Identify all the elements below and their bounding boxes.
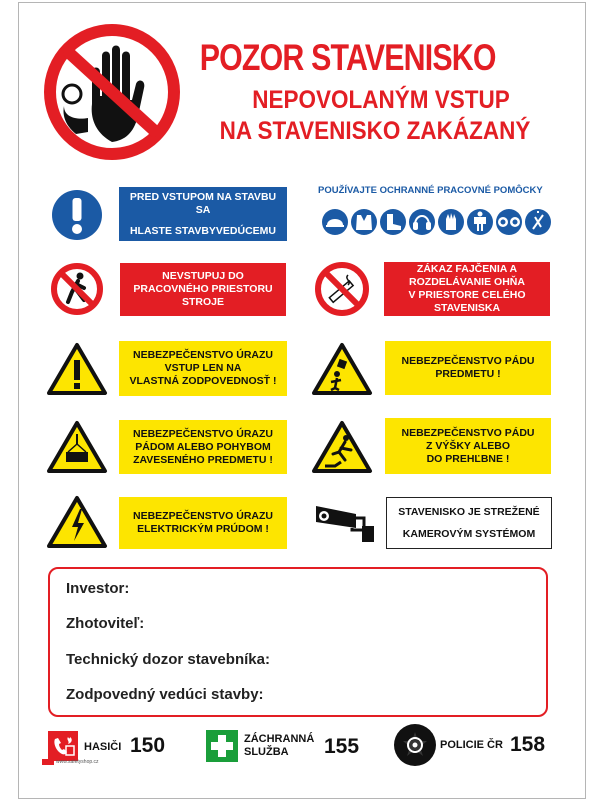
no-smoking-line4: STAVENISKA	[433, 302, 501, 314]
page-subtitle-line1: NEPOVOLANÝM VSTUP	[252, 86, 510, 114]
footer-brand: www.safetyshop.cz	[56, 759, 99, 765]
no-smoking-line1: ZÁKAZ FAJČENIA A	[416, 263, 518, 275]
no-entry-machine-sign	[120, 263, 286, 316]
no-entry-line2: PRACOVNÉHO PRIESTORU	[133, 283, 273, 295]
cctv-line2: KAMEROVÝM SYSTÉMOM	[402, 527, 536, 540]
suspended-load-icon	[46, 420, 108, 474]
security-camera-icon	[312, 500, 378, 544]
ambulance-label-line1: ZÁCHRANNÁ	[244, 733, 315, 745]
no-smoking-line3: V PRIESTORE CELÉHO	[408, 289, 526, 301]
manager-label: Zodpovedný vedúci stavby:	[66, 686, 264, 703]
suspended-load-sign	[119, 420, 287, 474]
electric-line1: NEBEZPEČENSTVO ÚRAZU	[132, 510, 273, 522]
fall-line3: DO PREHĽBNE !	[426, 452, 510, 465]
police-number: 158	[510, 733, 546, 756]
electric-line2: ELEKTRICKÝM PRÚDOM !	[137, 523, 269, 535]
vest-icon	[351, 209, 377, 235]
high-voltage-icon	[46, 495, 108, 549]
suspended-line1: NEBEZPEČENSTVO ÚRAZU	[132, 427, 273, 440]
report-line1: PRED VSTUPOM NA STAVBU SA	[129, 190, 277, 216]
ppe-title: POUŽÍVAJTE OCHRANNÉ PRACOVNÉ POMÔCKY	[318, 185, 543, 196]
stop-hand-prohibition-icon	[42, 22, 182, 162]
supervision-label: Technický dozor stavebníka:	[66, 651, 270, 668]
overalls-icon	[467, 209, 493, 235]
injury-own-risk-sign	[119, 341, 287, 396]
suspended-line3: ZAVESENÉHO PREDMETU !	[133, 453, 273, 466]
cctv-line1: STAVENISKO JE STREŽENÉ	[398, 505, 540, 518]
gloves-icon	[438, 209, 464, 235]
page-title: POZOR STAVENISKO	[199, 37, 496, 78]
project-info-box	[48, 567, 548, 717]
fire-number: 150	[130, 734, 166, 757]
falling-line2: PREDMETU !	[435, 368, 501, 380]
no-entry-line1: NEVSTUPUJ DO	[162, 270, 244, 282]
report-line2: HLASTE STAVBYVEDÚCEMU	[129, 224, 277, 237]
ambulance-number: 155	[324, 735, 360, 758]
first-aid-cross-icon	[206, 730, 238, 762]
ear-protection-icon	[409, 209, 435, 235]
fall-line2: Z VÝŠKY ALEBO	[425, 439, 510, 452]
general-warning-icon	[46, 342, 108, 396]
goggles-icon	[496, 209, 522, 235]
injury-line3: VLASTNÁ ZODPOVEDNOSŤ !	[129, 375, 277, 387]
no-pedestrian-icon	[50, 262, 104, 316]
no-entry-line3: STROJE	[181, 296, 224, 308]
exclamation-mandatory-icon	[51, 189, 103, 241]
fire-label: HASIČI	[84, 741, 122, 753]
injury-line1: NEBEZPEČENSTVO ÚRAZU	[132, 349, 273, 361]
no-smoking-icon	[314, 261, 370, 317]
suspended-line2: PÁDOM ALEBO POHYBOM	[135, 440, 271, 453]
no-smoking-sign	[384, 262, 550, 316]
falling-line1: NEBEZPEČENSTVO PÁDU	[401, 355, 535, 367]
injury-line2: VSTUP LEN NA	[164, 362, 242, 374]
falling-objects-sign	[385, 341, 551, 395]
police-badge-icon	[393, 723, 437, 767]
page-subtitle-line2: NA STAVENISKO ZAKÁZANÝ	[219, 117, 531, 145]
helmet-icon	[322, 209, 348, 235]
contractor-label: Zhotoviteľ:	[66, 615, 145, 632]
welding-mask-icon	[525, 209, 551, 235]
fire-phone-icon	[48, 731, 78, 761]
report-to-manager-sign	[119, 187, 287, 241]
investor-label: Investor:	[66, 580, 130, 597]
brand-logo	[42, 759, 54, 765]
fall-line1: NEBEZPEČENSTVO PÁDU	[401, 426, 535, 439]
police-label: POLICIE ČR	[440, 739, 503, 751]
no-smoking-line2: ROZDELÁVANIE OHŇA	[409, 276, 525, 288]
boots-icon	[380, 209, 406, 235]
cctv-sign	[386, 497, 552, 549]
falling-objects-icon	[311, 342, 373, 396]
ambulance-label	[244, 733, 314, 759]
fall-from-height-icon	[311, 420, 373, 474]
fall-from-height-sign	[385, 418, 551, 474]
electric-sign	[119, 497, 287, 549]
ambulance-label-line2: SLUŽBA	[244, 746, 289, 758]
ppe-icons-row	[321, 207, 551, 237]
